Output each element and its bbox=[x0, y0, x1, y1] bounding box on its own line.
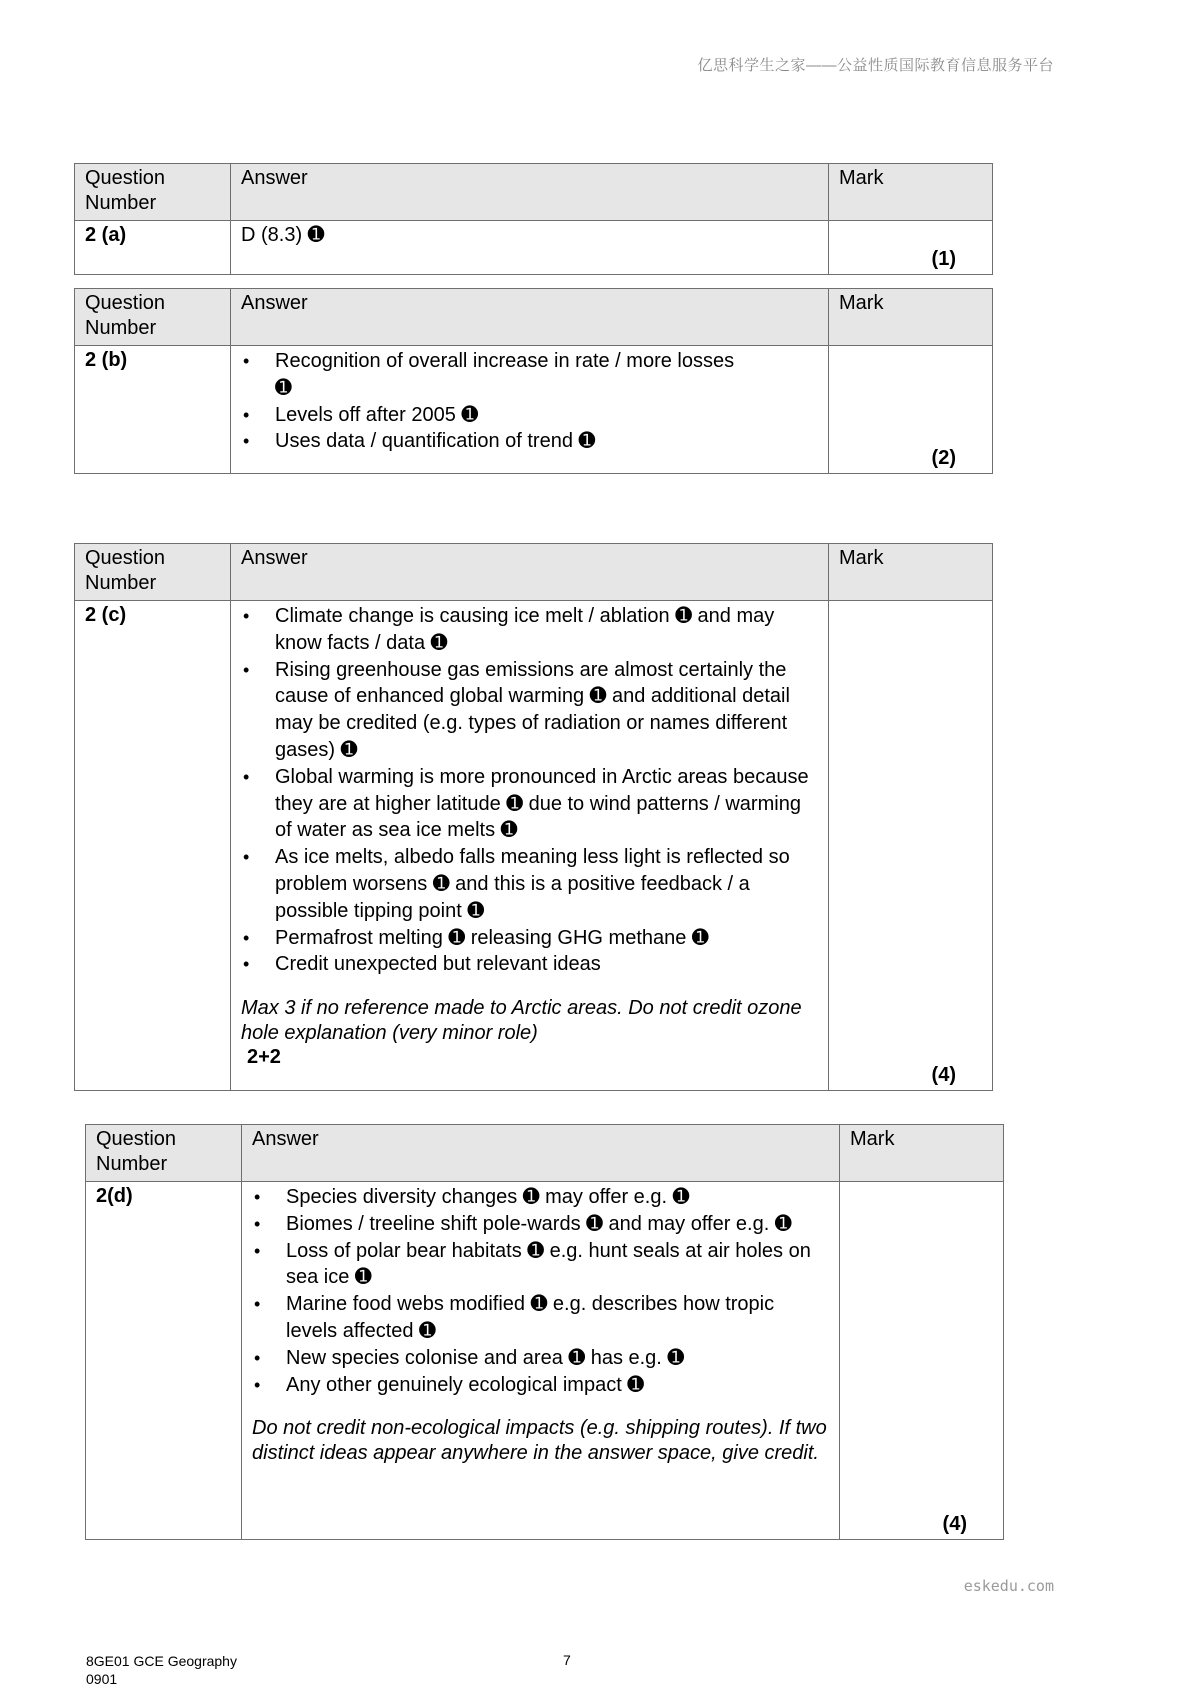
mark-header: Mark bbox=[829, 544, 993, 601]
mark-scheme-table-2b bbox=[74, 288, 993, 474]
list-item: • Species diversity changes ➊ may offer e.g. ➊ bbox=[252, 1184, 829, 1211]
list-item: • Any other genuinely ecological impact ➊ bbox=[252, 1372, 829, 1399]
mark-value: (4) bbox=[942, 1513, 967, 1535]
mark-value: (1) bbox=[931, 248, 956, 270]
table-header-row bbox=[86, 1125, 1004, 1182]
mark-value: (2) bbox=[931, 447, 956, 469]
list-item: • Uses data / quantification of trend ➊ bbox=[241, 428, 748, 455]
list-item: • Biomes / treeline shift pole-wards ➊ and may offer e.g. ➊ bbox=[252, 1211, 829, 1238]
question-number: 2 (a) bbox=[75, 221, 231, 275]
answer-bullets bbox=[252, 1184, 829, 1398]
mark-scheme-table-2d bbox=[85, 1124, 1004, 1540]
list-item: • Loss of polar bear habitats ➊ e.g. hunt seals at air holes on sea ice ➊ bbox=[252, 1238, 829, 1292]
table-row bbox=[75, 601, 993, 1091]
answer-cell bbox=[231, 601, 829, 1091]
mark-scheme-table-2c bbox=[74, 543, 993, 1091]
watermark: eskedu.com bbox=[963, 1577, 1054, 1595]
mark-allocation: 2+2 bbox=[247, 1046, 281, 1069]
answer-header: Answer bbox=[242, 1125, 840, 1182]
question-number-header: Question Number bbox=[75, 164, 231, 221]
mark-cell bbox=[829, 601, 993, 1091]
list-item: • Global warming is more pronounced in Arctic areas because they are at higher latitude ➊ due to wind patterns / warming of water as sea ice melts ➊ bbox=[241, 764, 818, 844]
footer-paper-code: 8GE01 GCE Geography 0901 bbox=[86, 1653, 237, 1687]
table-header-row bbox=[75, 544, 993, 601]
list-item: • Permafrost melting ➊ releasing GHG methane ➊ bbox=[241, 925, 818, 952]
list-item: • Recognition of overall increase in rate / more losses ➊ bbox=[241, 348, 748, 402]
question-number: 2 (c) bbox=[75, 601, 231, 1091]
list-item: • Climate change is causing ice melt / ablation ➊ and may know facts / data ➊ bbox=[241, 603, 818, 657]
list-item: • New species colonise and area ➊ has e.g. ➊ bbox=[252, 1345, 829, 1372]
answer-cell bbox=[231, 346, 829, 474]
list-item: • Rising greenhouse gas emissions are almost certainly the cause of enhanced global warming ➊ and additional detail may be credited (e.g. types of radiation or names different gases) ➊ bbox=[241, 657, 818, 764]
page-number: 7 bbox=[563, 1652, 571, 1668]
question-number-header: Question Number bbox=[86, 1125, 242, 1182]
list-item: • Levels off after 2005 ➊ bbox=[241, 402, 748, 429]
mark-cell bbox=[840, 1182, 1004, 1540]
question-number: 2(d) bbox=[86, 1182, 242, 1540]
list-item: • Marine food webs modified ➊ e.g. describes how tropic levels affected ➊ bbox=[252, 1291, 829, 1345]
list-item: • As ice melts, albedo falls meaning less light is reflected so problem worsens ➊ and this is a positive feedback / a possible tipping point ➊ bbox=[241, 844, 818, 924]
mark-cell bbox=[829, 221, 993, 275]
table-row bbox=[75, 221, 993, 275]
page-header: 亿思科学生之家——公益性质国际教育信息服务平台 bbox=[697, 57, 1054, 74]
mark-value: (4) bbox=[931, 1064, 956, 1086]
examiner-note: Do not credit non-ecological impacts (e.g. shipping routes). If two distinct ideas appear anywhere in the answer space, give credit. bbox=[252, 1417, 827, 1465]
question-number: 2 (b) bbox=[75, 346, 231, 474]
table-row bbox=[86, 1182, 1004, 1540]
examiner-note: Max 3 if no reference made to Arctic areas. Do not credit ozone hole explanation (very minor role) bbox=[241, 997, 802, 1045]
mark-header: Mark bbox=[840, 1125, 1004, 1182]
answer-header: Answer bbox=[231, 164, 829, 221]
answer-header: Answer bbox=[231, 289, 829, 346]
table-header-row bbox=[75, 164, 993, 221]
table-header-row bbox=[75, 289, 993, 346]
answer-text: D (8.3) ➊ bbox=[231, 221, 829, 275]
mark-scheme-table-2a bbox=[74, 163, 993, 275]
question-number-header: Question Number bbox=[75, 544, 231, 601]
answer-header: Answer bbox=[231, 544, 829, 601]
list-item: • Credit unexpected but relevant ideas bbox=[241, 951, 818, 978]
answer-cell bbox=[242, 1182, 840, 1540]
answer-bullets bbox=[241, 348, 818, 455]
mark-header: Mark bbox=[829, 289, 993, 346]
question-number-header: Question Number bbox=[75, 289, 231, 346]
mark-header: Mark bbox=[829, 164, 993, 221]
table-row bbox=[75, 346, 993, 474]
answer-bullets bbox=[241, 603, 818, 978]
mark-cell bbox=[829, 346, 993, 474]
